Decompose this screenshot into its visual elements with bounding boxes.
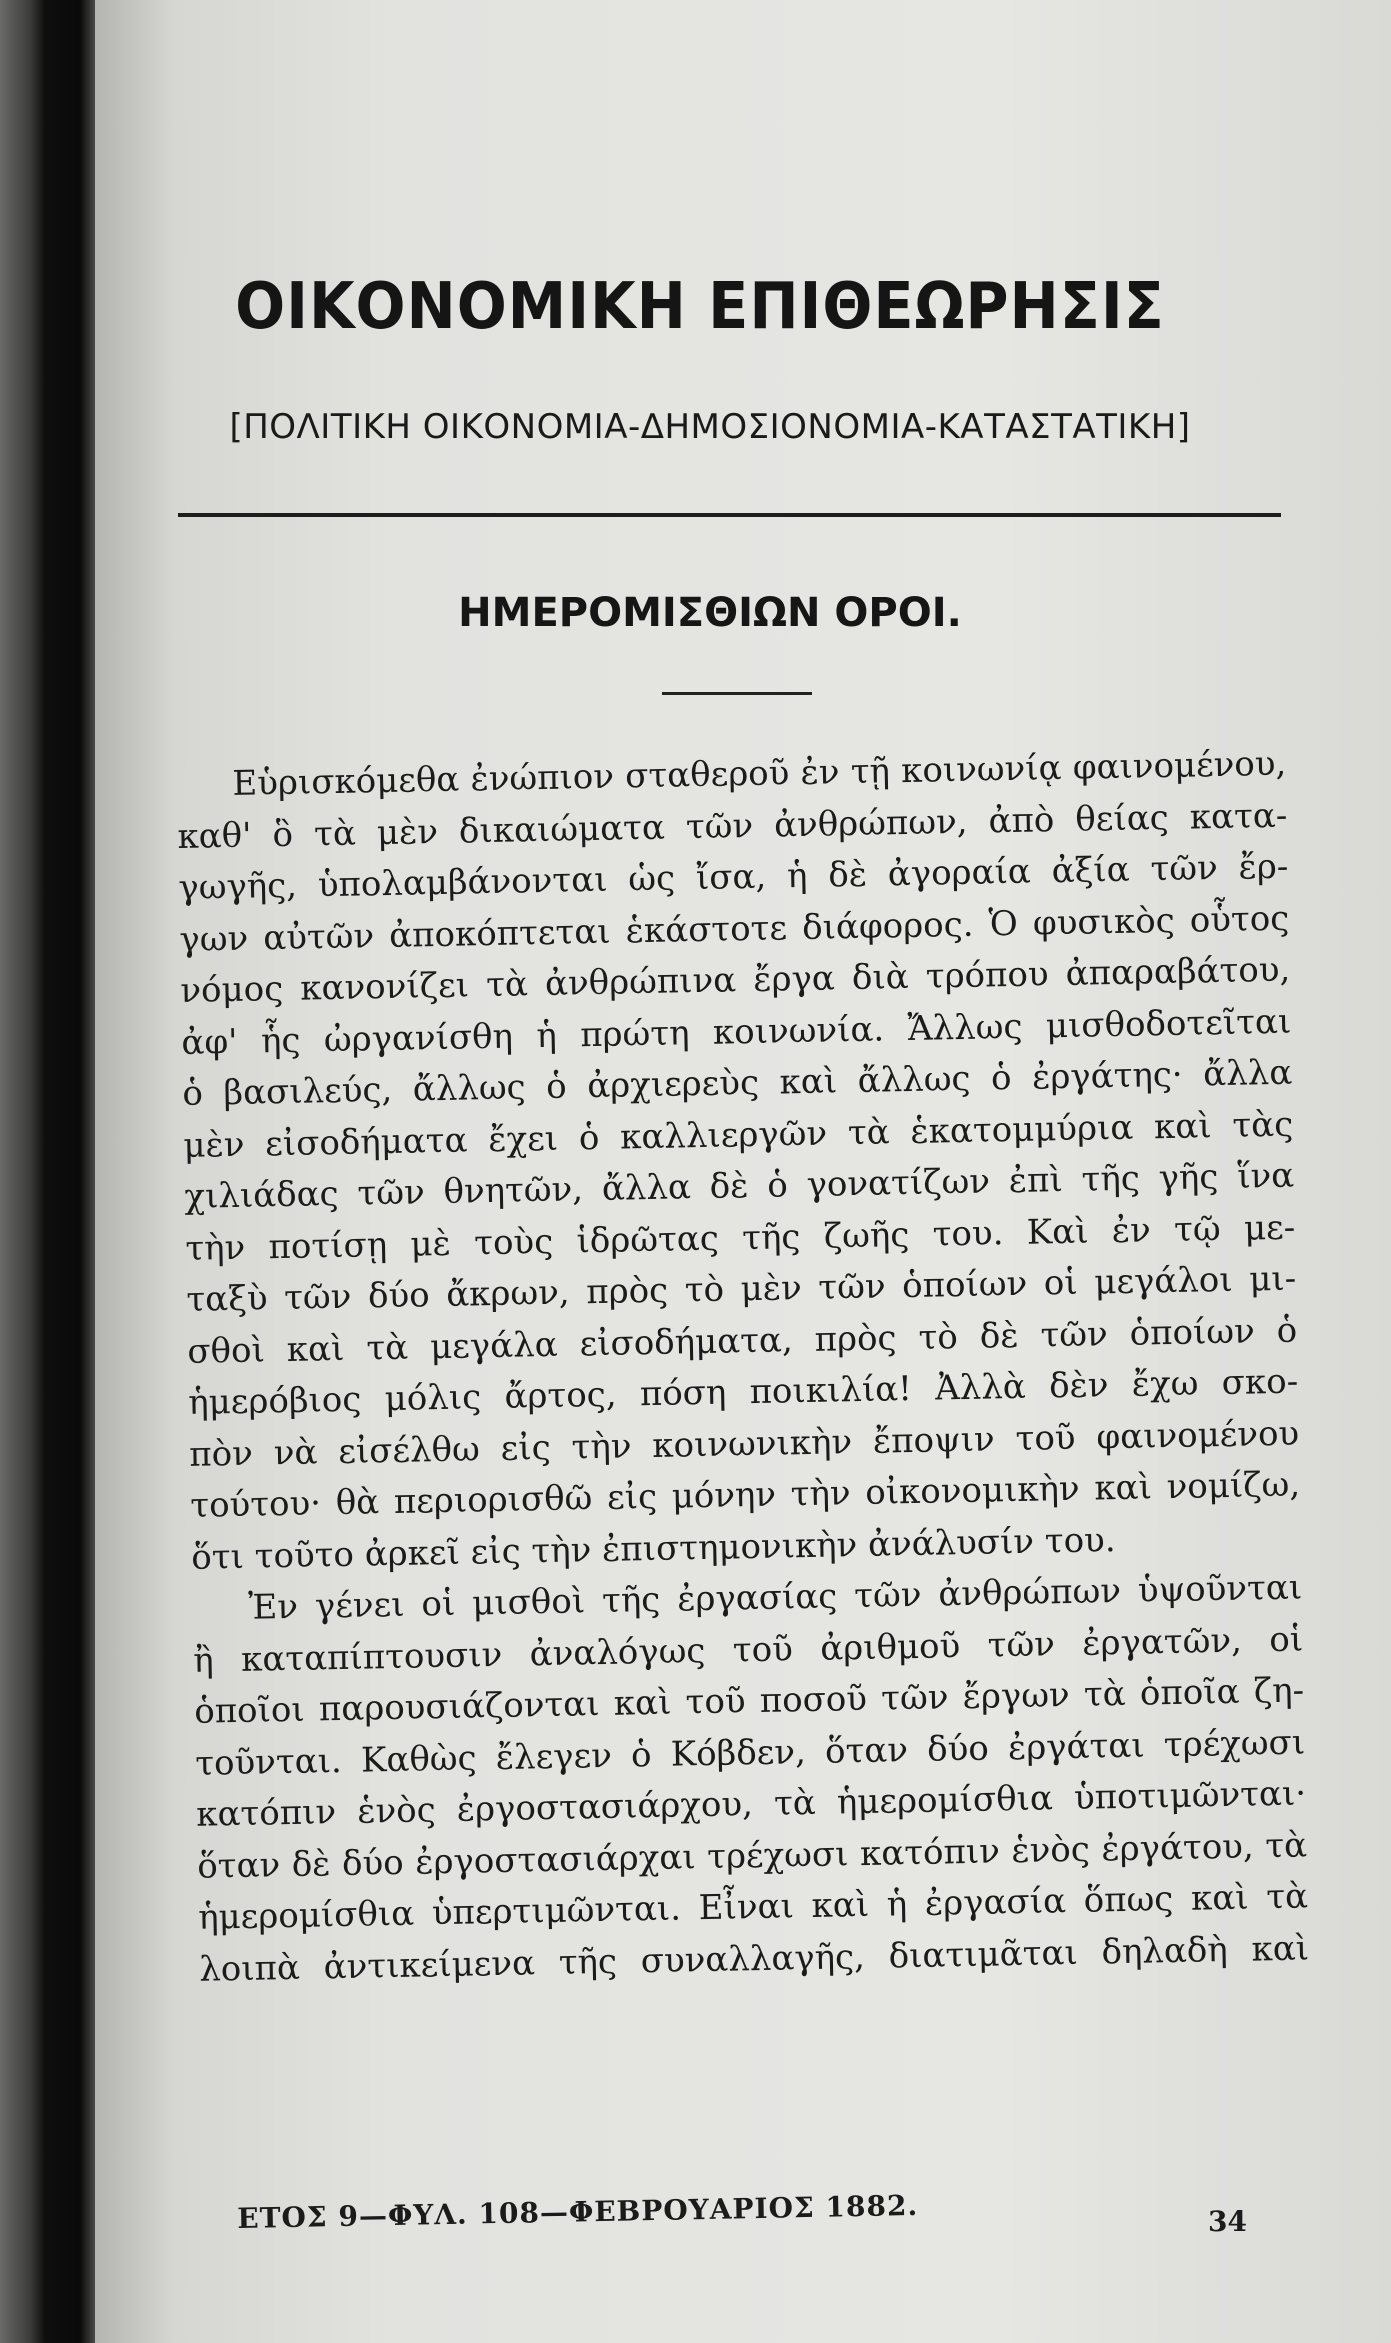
text-line: ἡμερόβιος μόλις ἄρτος, πόση ποικιλία! Ἀλλὰ δὲν ἔχω σκο- [187,1361,1299,1423]
text-line: ὅταν δὲ δύο ἐργοστασιάρχαι τρέχωσι κατόπιν ἑνὸς ἐργάτου, τὰ [196,1824,1308,1887]
journal-subtitle: [ΠΟΛΙΤΙΚΗ ΟΙΚΟΝΟΜΙΑ-ΔΗΜΟΣΙΟΝΟΜΙΑ-ΚΑΤΑΣΤΑΤΙΚΗ] [229,407,1191,447]
text-line: σθοὶ καὶ τὰ μεγάλα εἰσοδήματα, πρὸς τὸ δὲ τῶν ὁποίων ὁ [186,1310,1298,1372]
text-line: τούτου· θὰ περιορισθῶ εἰς μόνην τὴν οἰκονομικὴν καὶ νομίζω, [189,1464,1301,1526]
text-line: νόμος κανονίζει τὰ ἀνθρώπινα ἔργα διὰ τρόπου ἀπαραβάτου, [180,949,1291,1011]
text-line: Ἐν γένει οἱ μισθοὶ τῆς ἐργασίας τῶν ἀνθρώπων ὑψοῦνται [247,1567,1303,1628]
text-line: ταξὺ τῶν δύο ἄκρων, πρὸς τὸ μὲν τῶν ὁποίων οἱ μεγάλοι μι- [185,1258,1297,1320]
text-line: ὅτι τοῦτο ἀρκεῖ εἰς τὴν ἐπιστημονικὴν ἀνάλυσίν του. [190,1519,1116,1578]
article-body [176,739,1310,1996]
text-line: γων αὐτῶν ἀποκόπτεται ἑκάστοτε διάφορος. Ὁ φυσικὸς οὗτος [179,898,1290,960]
text-line: τὴν ποτίσῃ μὲ τοὺς ἱδρῶτας τῆς ζωῆς του. Καὶ ἐν τῷ με- [184,1207,1296,1269]
text-line: ὁποῖοι παρουσιάζονται καὶ τοῦ ποσοῦ τῶν ἔργων τὰ ὁποῖα ζη- [193,1670,1305,1732]
article-title: ΗΜΕΡΟΜΙΣΘΙΩΝ ΟΡΟΙ. [458,590,962,636]
text-line: κατόπιν ἑνὸς ἐργοστασιάρχου, τὰ ἡμερομίσθια ὑποτιμῶνται· [195,1773,1307,1835]
issue-footer: ΕΤΟΣ 9—ΦΥΛ. 108—ΦΕΒΡΟΥΑΡΙΟΣ 1882. [237,2188,919,2235]
text-line: πὸν νὰ εἰσέλθω εἰς τὴν κοινωνικὴν ἔποψιν τοῦ φαινομένου [188,1413,1300,1475]
text-line: Εὑρισκόμεθα ἐνώπιον σταθεροῦ ἐν τῇ κοινωνίᾳ φαινομένου, [232,743,1287,804]
text-line: γωγῆς, ὑπολαμβάνονται ὡς ἴσα, ἡ δὲ ἀγοραία ἀξία τῶν ἔρ- [178,846,1289,908]
header-divider [178,513,1281,517]
text-line: ἢ καταπίπτουσιν ἀναλόγως τοῦ ἀριθμοῦ τῶν ἐργατῶν, οἱ [192,1619,1304,1681]
page-number: 34 [1208,2205,1247,2238]
text-line: ἡμερομίσθια ὑπερτιμῶνται. Εἶναι καὶ ἡ ἐργασία ὅπως καὶ τὰ [197,1876,1309,1938]
text-line: ἀφ' ἧς ὠργανίσθη ἡ πρώτη κοινωνία. Ἄλλως μισθοδοτεῖται [181,1001,1292,1063]
text-line: λοιπὰ ἀντικείμενα τῆς συναλλαγῆς, διατιμᾶται δηλαδὴ καὶ [198,1927,1310,1990]
journal-title: ΟΙΚΟΝΟΜΙΚΗ ΕΠΙΘΕΩΡΗΣΙΣ [235,270,1165,344]
book-binding-gutter [0,0,95,2343]
text-line: χιλιάδας τῶν θνητῶν, ἄλλα δὲ ὁ γονατίζων ἐπὶ τῆς γῆς ἵνα [184,1155,1295,1217]
text-line: τοῦνται. Καθὼς ἔλεγεν ὁ Κόβδεν, ὅταν δύο ἐργάται τρέχωσι [194,1722,1306,1784]
text-line: καθ' ὃ τὰ μὲν δικαιώματα τῶν ἀνθρώπων, ἀπὸ θείας κατα- [177,795,1288,857]
text-line: μὲν εἰσοδήματα ἔχει ὁ καλλιεργῶν τὰ ἑκατομμύρια καὶ τὰς [183,1104,1294,1166]
text-line: ὁ βασιλεύς, ἄλλως ὁ ἀρχιερεὺς καὶ ἄλλως ὁ ἐργάτης· ἄλλα [182,1052,1293,1114]
title-divider [662,692,812,695]
